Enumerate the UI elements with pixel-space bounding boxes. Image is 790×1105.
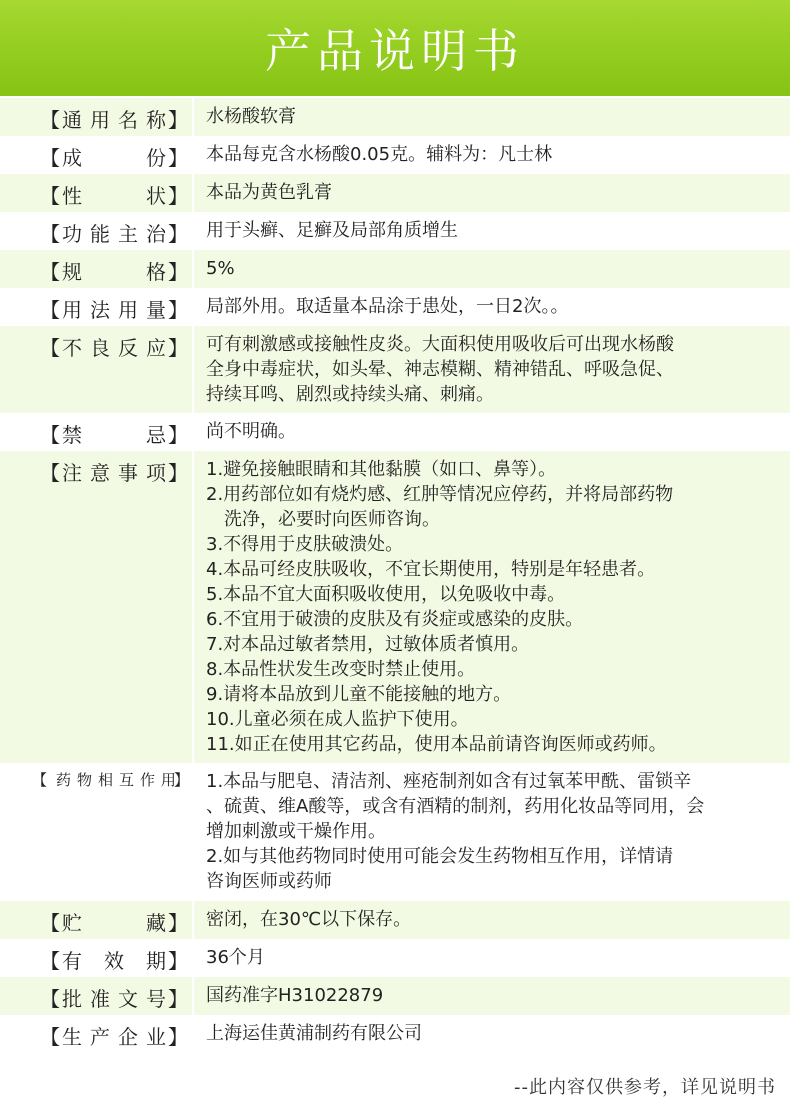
spec-label-text: 生 产 企 业 [62,1025,166,1049]
spec-label: 【 用 法 用 量 】 [0,288,192,326]
spec-label: 【 禁 忌 】 [0,413,192,451]
spec-row [0,413,790,451]
spec-row [0,1015,790,1053]
spec-value-line: 1.避免接触眼睛和其他黏膜（如口、鼻等）。 [206,459,557,480]
spec-value-line: 本品每克含水杨酸0.05克。辅料为：凡士林 [206,144,553,165]
spec-value [194,451,790,763]
spec-value-line: 7.对本品过敏者禁用，过敏体质者慎用。 [206,634,530,655]
page-title: 产品说明书 [265,24,525,78]
spec-label: 【 药 物 相 互 作 用 】 [32,771,190,789]
spec-label-text: 贮 藏 [62,911,166,935]
spec-table [0,98,790,1053]
spec-value [194,901,790,939]
spec-label: 【 通 用 名 称 】 [0,98,192,136]
spec-label-text: 批 准 文 号 [62,987,166,1011]
spec-label: 【 生 产 企 业 】 [0,1015,192,1053]
spec-value-line: 尚不明确。 [206,421,296,442]
title-banner [0,0,790,96]
spec-label-text: 药 物 相 互 作 用 [56,771,176,789]
spec-row [0,250,790,288]
spec-value-line: 水杨酸软膏 [206,106,296,127]
spec-row [0,939,790,977]
spec-value-line: 密闭，在30℃以下保存。 [206,909,412,930]
spec-value-line: 本品为黄色乳膏 [206,182,332,203]
spec-label: 【 批 准 文 号 】 [0,977,192,1015]
spec-value-line: 9.请将本品放到儿童不能接触的地方。 [206,684,512,705]
spec-label-text: 注 意 事 项 [62,461,166,485]
spec-value-line: 8.本品性状发生改变时禁止使用。 [206,659,476,680]
spec-value-line: 全身中毒症状，如头晕、神志模糊、精神错乱、呼吸急促、 [206,359,674,380]
spec-value [194,1015,790,1053]
spec-label: 【 功 能 主 治 】 [0,212,192,250]
spec-label: 【 贮 藏 】 [0,901,192,939]
spec-label-text: 性 状 [62,184,166,208]
spec-label-text: 成 份 [62,146,166,170]
spec-row [0,174,790,212]
spec-value-line: 5.本品不宜大面积吸收使用，以免吸收中毒。 [206,584,566,605]
spec-label-text: 禁 忌 [62,423,166,447]
spec-value-line: 6.不宜用于破溃的皮肤及有炎症或感染的皮肤。 [206,609,584,630]
spec-value-line: 36个月 [206,947,265,968]
spec-label-text: 用 法 用 量 [62,298,166,322]
spec-row [0,136,790,174]
spec-label: 【 有 效 期 】 [0,939,192,977]
spec-row [0,288,790,326]
spec-value-line: 局部外用。取适量本品涂于患处，一日2次。。 [206,296,569,317]
spec-row [0,98,790,136]
spec-label: 【 规 格 】 [0,250,192,288]
spec-value-line: 、硫黄、维A酸等，或含有酒精的制剂，药用化妆品等同用，会 [206,796,705,817]
spec-value [194,977,790,1015]
spec-value [194,763,790,901]
spec-value-line: 1.本品与肥皂、清洁剂、痤疮制剂如含有过氧苯甲酰、雷锁辛 [206,771,692,792]
spec-value [194,136,790,174]
spec-label: 【 性 状 】 [0,174,192,212]
spec-value-line: 可有刺激感或接触性皮炎。大面积使用吸收后可出现水杨酸 [206,334,674,355]
spec-row [0,212,790,250]
spec-value [194,288,790,326]
spec-label-text: 通 用 名 称 [62,108,166,132]
spec-row [0,451,790,763]
spec-label: 【 成 份 】 [0,136,192,174]
spec-label-text: 规 格 [62,260,166,284]
spec-label: 【 注 意 事 项 】 [0,451,192,763]
spec-row [0,977,790,1015]
spec-row [0,326,790,413]
spec-label-text: 有 效 期 [62,949,166,973]
spec-value [194,326,790,413]
spec-label-text: 不 良 反 应 [62,336,166,360]
spec-value-line: 上海运佳黄浦制药有限公司 [206,1023,422,1044]
spec-label: 【 不 良 反 应 】 [0,326,192,413]
spec-value-line: 咨询医师或药师 [206,871,332,892]
spec-value-line: 增加刺激或干燥作用。 [206,821,386,842]
spec-value-line: 国药准字H31022879 [206,985,384,1006]
spec-value-line: 2.如与其他药物同时使用可能会发生药物相互作用，详情请 [206,846,674,867]
spec-row [0,763,790,901]
spec-value-line: 11.如正在使用其它药品，使用本品前请咨询医师或药师。 [206,734,667,755]
spec-label-text: 功 能 主 治 [62,222,166,246]
spec-value-line: 持续耳鸣、剧烈或持续头痛、刺痛。 [206,384,494,405]
spec-value [194,250,790,288]
spec-value-line: 4.本品可经皮肤吸收，不宜长期使用，特别是年轻患者。 [206,559,656,580]
spec-value [194,98,790,136]
spec-value-line: 2.用药部位如有烧灼感、红肿等情况应停药，并将局部药物 [206,484,674,505]
spec-value [194,174,790,212]
spec-value [194,939,790,977]
spec-value-line: 洗净，必要时向医师咨询。 [224,509,440,530]
spec-value-line: 3.不得用于皮肤破溃处。 [206,534,404,555]
spec-value-line: 5% [206,258,235,279]
spec-value [194,413,790,451]
spec-value-line: 用于头癣、足癣及局部角质增生 [206,220,458,241]
footer-note: --此内容仅供参考，详见说明书 [514,1077,776,1098]
spec-value-line: 10.儿童必须在成人监护下使用。 [206,709,469,730]
spec-row [0,901,790,939]
spec-value [194,212,790,250]
